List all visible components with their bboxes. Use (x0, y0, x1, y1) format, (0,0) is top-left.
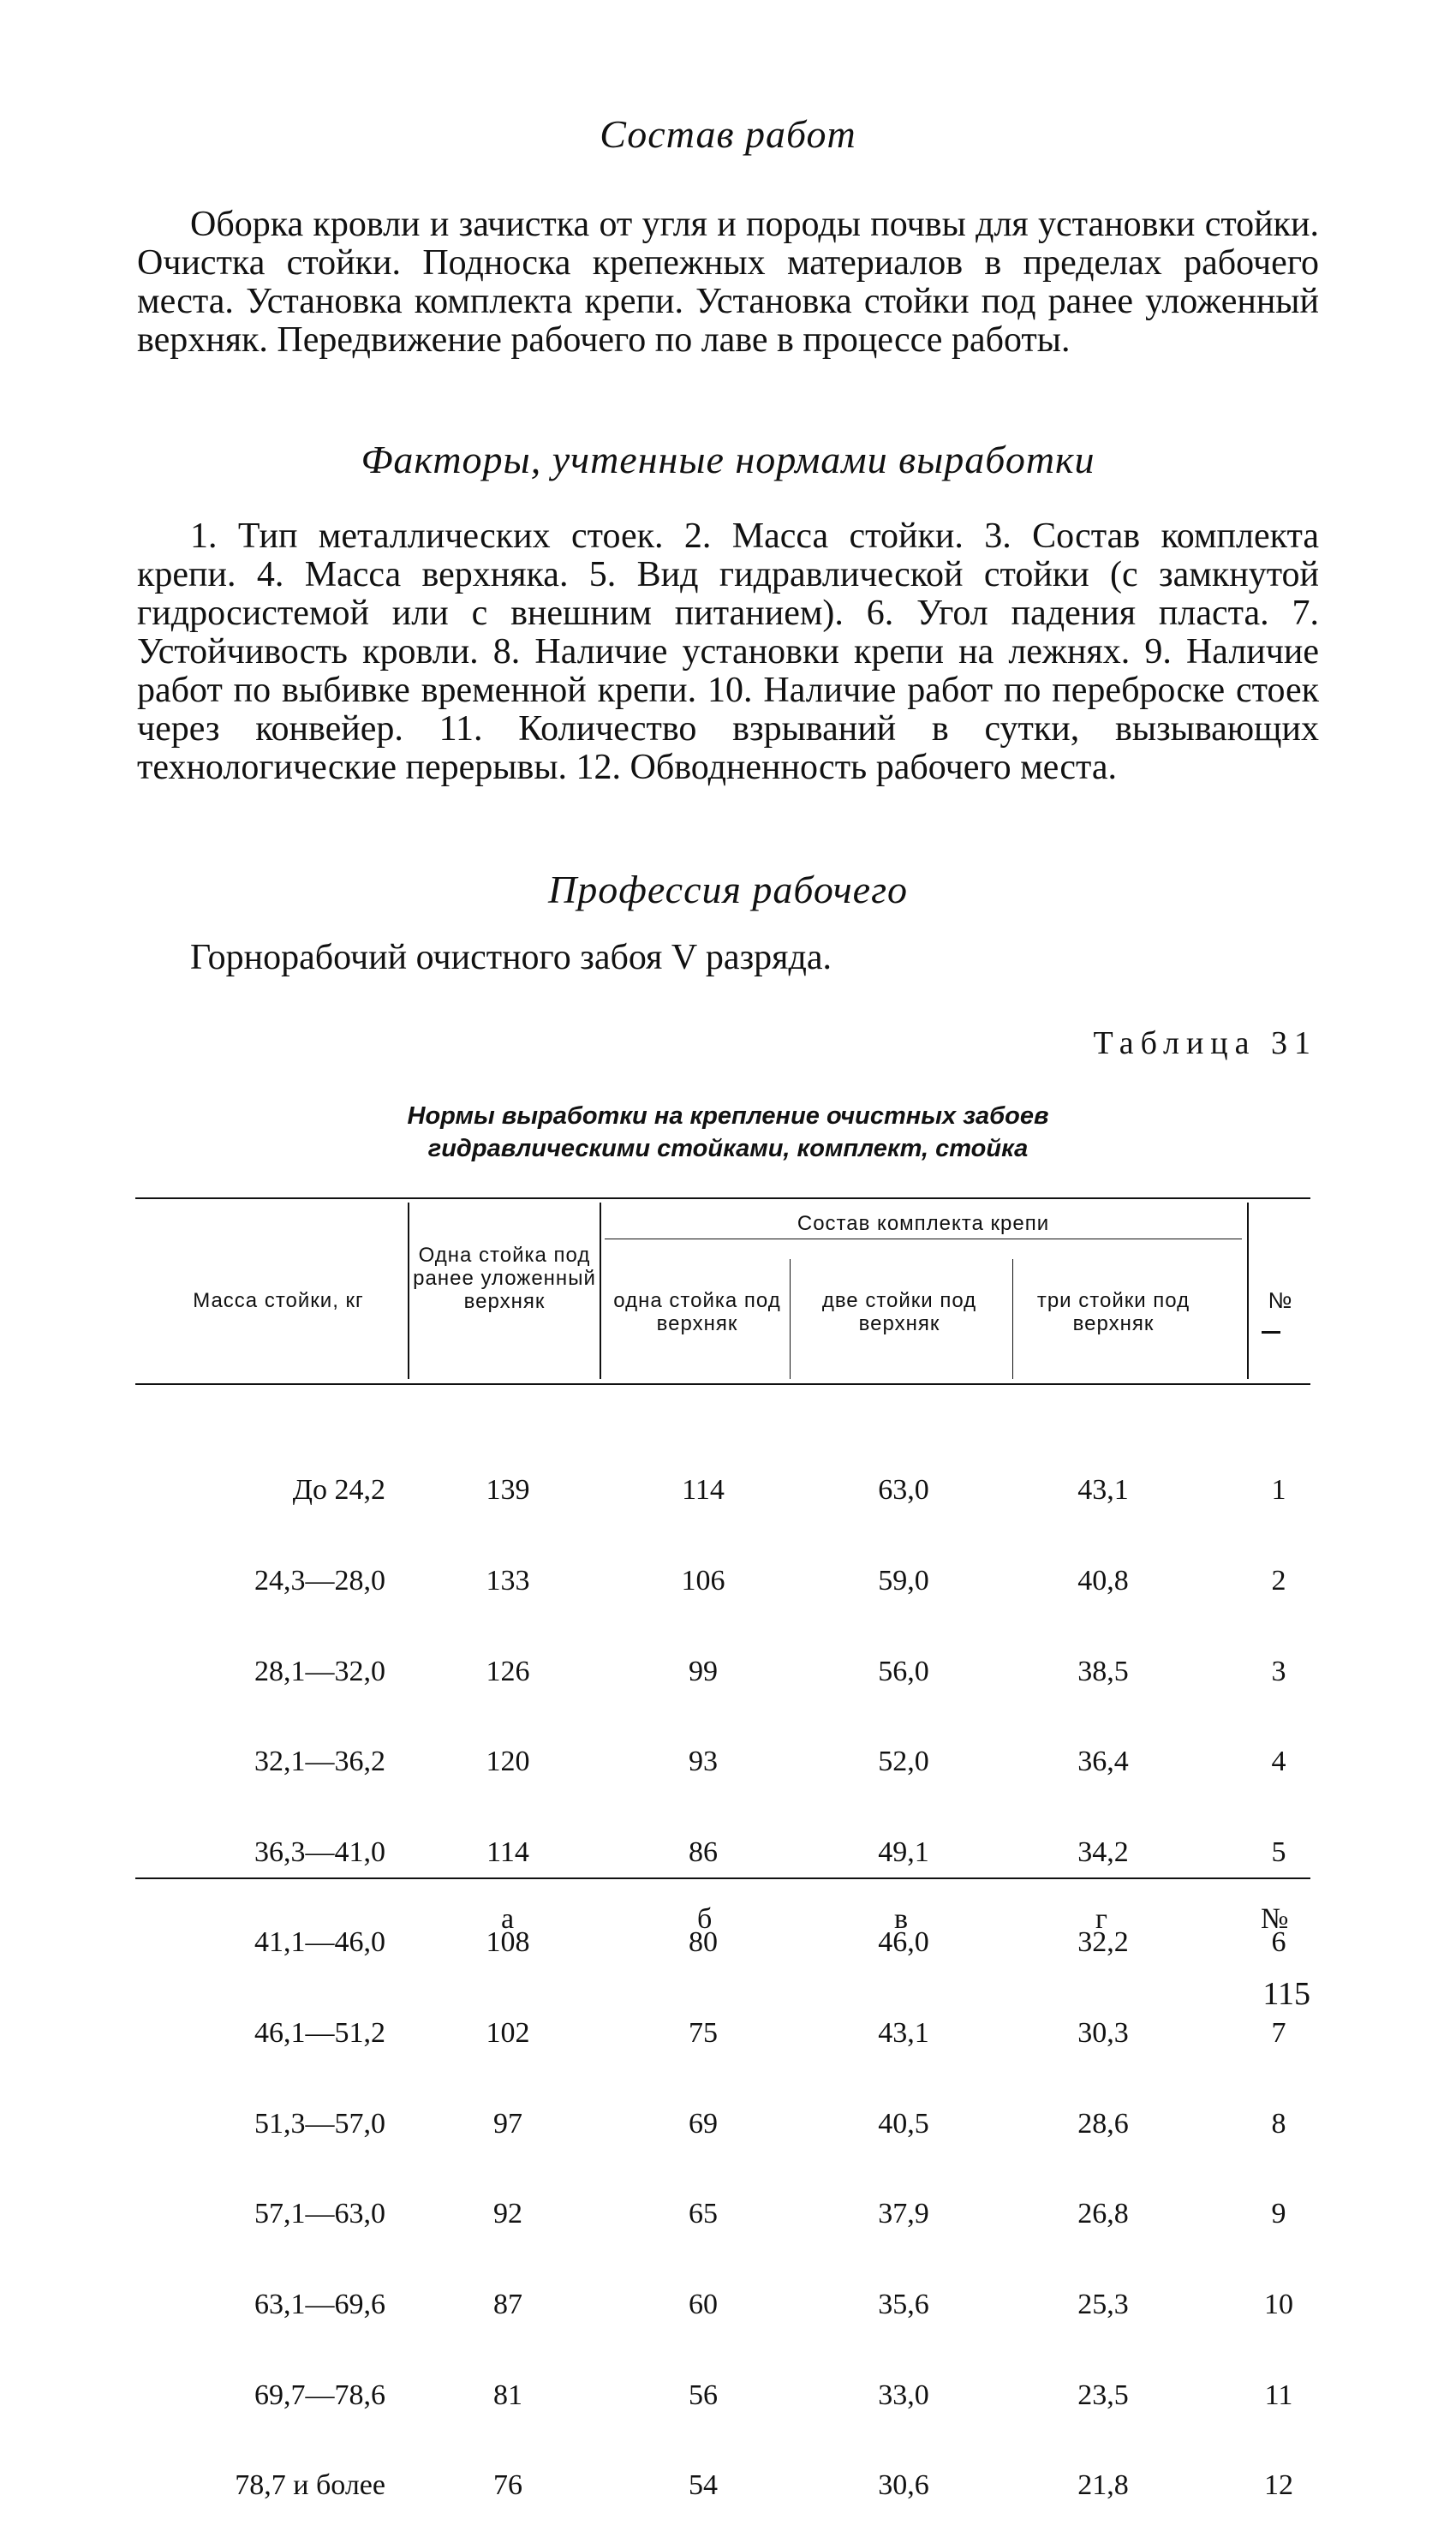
table-cell: 38,5 (1077, 1655, 1129, 1687)
table-cell: 49,1 (878, 1836, 929, 1868)
table-cell: 86 (689, 1836, 718, 1868)
column-letter-a: а (501, 1903, 515, 1935)
factors-text: 1. Тип металлических стоек. 2. Масса стойки. 3. Состав комплекта крепи. 4. Масса верхняка. 5. Вид гидравлической стойки (с замкнутой гидросистемой или с внешним питанием). 6. Угол падения пласта. 7. Устойчивость кровли. 8. Наличие установки крепи на лежнях. 9. Наличие работ по выбивке временной крепи. 10. Наличие работ по переброске стоек через конвейер. 11. Количество взрываний в сутки, вызывающих технологические перерывы. 12. Обводненность рабочего места. (137, 516, 1319, 787)
header-num-underline (1262, 1331, 1280, 1334)
table-title-line2: гидравлическими стойками, комплект, стойка (427, 1135, 1029, 1162)
table-cell: 80 (689, 1926, 718, 1959)
column-b (647, 1415, 759, 2531)
table-cell: 32,2 (1077, 1926, 1129, 1959)
table-cell: 40,5 (878, 2107, 929, 2140)
table-cell: 59,0 (878, 1565, 929, 1597)
table-cell: 28,1—32,0 (254, 1655, 385, 1687)
column-mass (128, 1415, 385, 2531)
table-cell: 81 (493, 2379, 522, 2411)
table-title (0, 1100, 1456, 1165)
col-divider-2 (600, 1203, 601, 1379)
header-group: Состав комплекта крепи (797, 1212, 1050, 1235)
table-cell: 78,7 и более (235, 2469, 385, 2502)
header-num: № (1268, 1287, 1293, 1313)
header-mass: Масса стойки, кг (193, 1289, 364, 1312)
table-cell: 60 (689, 2288, 718, 2320)
column-g (1043, 1415, 1163, 2531)
table-cell: 12 (1264, 2469, 1293, 2502)
table-cell: 1 (1271, 1474, 1286, 1507)
table-cell: 56,0 (878, 1655, 929, 1687)
table-cell: 93 (689, 1746, 718, 1778)
table-cell: 106 (681, 1565, 725, 1597)
header-one: одна стойка под верхняк (613, 1289, 781, 1335)
column-letter-b: б (697, 1903, 713, 1935)
table-cell: До 24,2 (292, 1474, 385, 1507)
table-cell: 99 (689, 1655, 718, 1687)
table-cell: 35,6 (878, 2288, 929, 2320)
table-label: Таблица 31 (1093, 1025, 1317, 1061)
table-cell: 40,8 (1077, 1565, 1129, 1597)
table-cell: 46,0 (878, 1926, 929, 1959)
table-cell: 2 (1271, 1565, 1286, 1597)
table-cell: 69,7—78,6 (254, 2379, 385, 2411)
table-cell: 32,1—36,2 (254, 1746, 385, 1778)
table-cell: 36,3—41,0 (254, 1836, 385, 1868)
table-cell: 9 (1271, 2198, 1286, 2230)
col-divider-3 (790, 1259, 791, 1379)
composition-text: Оборка кровли и зачистка от угля и породы почвы для установки стойки. Очистка стойки. Подноска крепежных материалов в пределах рабочего места. Установка комплекта крепи. Установка стойки под ранее уложенный верхняк. Передвижение рабочего по лаве в процессе работы. (137, 205, 1319, 360)
table-cell: 54 (689, 2469, 718, 2502)
header-two: две стойки под верхняк (821, 1289, 977, 1335)
table-cell: 51,3—57,0 (254, 2107, 385, 2140)
table-cell: 92 (493, 2198, 522, 2230)
table-cell: 33,0 (878, 2379, 929, 2411)
table-cell: 28,6 (1077, 2107, 1129, 2140)
table-cell: 30,6 (878, 2469, 929, 2502)
table-cell: 21,8 (1077, 2469, 1129, 2502)
table-cell: 6 (1271, 1926, 1286, 1959)
table-cell: 41,1—46,0 (254, 1926, 385, 1959)
col-divider-4 (1012, 1259, 1013, 1379)
table-cell: 11 (1264, 2379, 1293, 2411)
table-cell: 43,1 (1077, 1474, 1129, 1507)
page-number: 115 (1262, 1976, 1310, 2012)
table-cell: 5 (1271, 1836, 1286, 1868)
table-cell: 87 (493, 2288, 522, 2320)
table-cell: 65 (689, 2198, 718, 2230)
column-letter-num: № (1261, 1903, 1289, 1935)
heading-profession: Профессия рабочего (547, 868, 909, 911)
table-cell: 97 (493, 2107, 522, 2140)
table-cell: 114 (486, 1836, 529, 1868)
table-cell: 102 (486, 2017, 530, 2050)
table-cell: 69 (689, 2107, 718, 2140)
table-header-rule (135, 1383, 1310, 1385)
table-cell: 139 (486, 1474, 530, 1507)
header-three: три стойки под верхняк (1036, 1289, 1190, 1335)
column-letter-v: в (894, 1903, 909, 1935)
col-divider-5 (1247, 1203, 1249, 1379)
table-cell: 75 (689, 2017, 718, 2050)
table-cell: 108 (486, 1926, 530, 1959)
header-single: Одна стойка под ранее уложенный верхняк (413, 1244, 596, 1313)
table-cell: 10 (1264, 2288, 1293, 2320)
table-cell: 114 (682, 1474, 725, 1507)
column-v (844, 1415, 964, 2531)
table-cell: 8 (1271, 2107, 1286, 2140)
table-cell: 23,5 (1077, 2379, 1129, 2411)
table-cell: 56 (689, 2379, 718, 2411)
table-cell: 63,0 (878, 1474, 929, 1507)
heading-composition: Состав работ (600, 112, 856, 156)
column-a (452, 1415, 564, 2531)
table-cell: 120 (486, 1746, 530, 1778)
table-cell: 57,1—63,0 (254, 2198, 385, 2230)
table-cell: 4 (1271, 1746, 1286, 1778)
table-cell: 30,3 (1077, 2017, 1129, 2050)
table-cell: 46,1—51,2 (254, 2017, 385, 2050)
table-cell: 26,8 (1077, 2198, 1129, 2230)
table-top-rule (135, 1197, 1310, 1199)
profession-text: Горнорабочий очистного забоя V разряда. (190, 938, 832, 977)
table-cell: 25,3 (1077, 2288, 1129, 2320)
table-cell: 3 (1271, 1655, 1286, 1687)
table-cell: 52,0 (878, 1746, 929, 1778)
table-title-line1: Нормы выработки на крепление очистных забоев (407, 1102, 1049, 1130)
table-cell: 63,1—69,6 (254, 2288, 385, 2320)
table-cell: 24,3—28,0 (254, 1565, 385, 1597)
column-num (1249, 1415, 1309, 2531)
table-cell: 7 (1271, 2017, 1286, 2050)
table-cell: 76 (493, 2469, 522, 2502)
heading-factors: Факторы, учтенные нормами выработки (361, 438, 1095, 481)
table-cell: 34,2 (1077, 1836, 1129, 1868)
table-cell: 133 (486, 1565, 530, 1597)
table-cell: 126 (486, 1655, 530, 1687)
table-cell: 37,9 (878, 2198, 929, 2230)
table-cell: 43,1 (878, 2017, 929, 2050)
column-letter-g: г (1095, 1903, 1107, 1935)
table-cell: 36,4 (1077, 1746, 1129, 1778)
